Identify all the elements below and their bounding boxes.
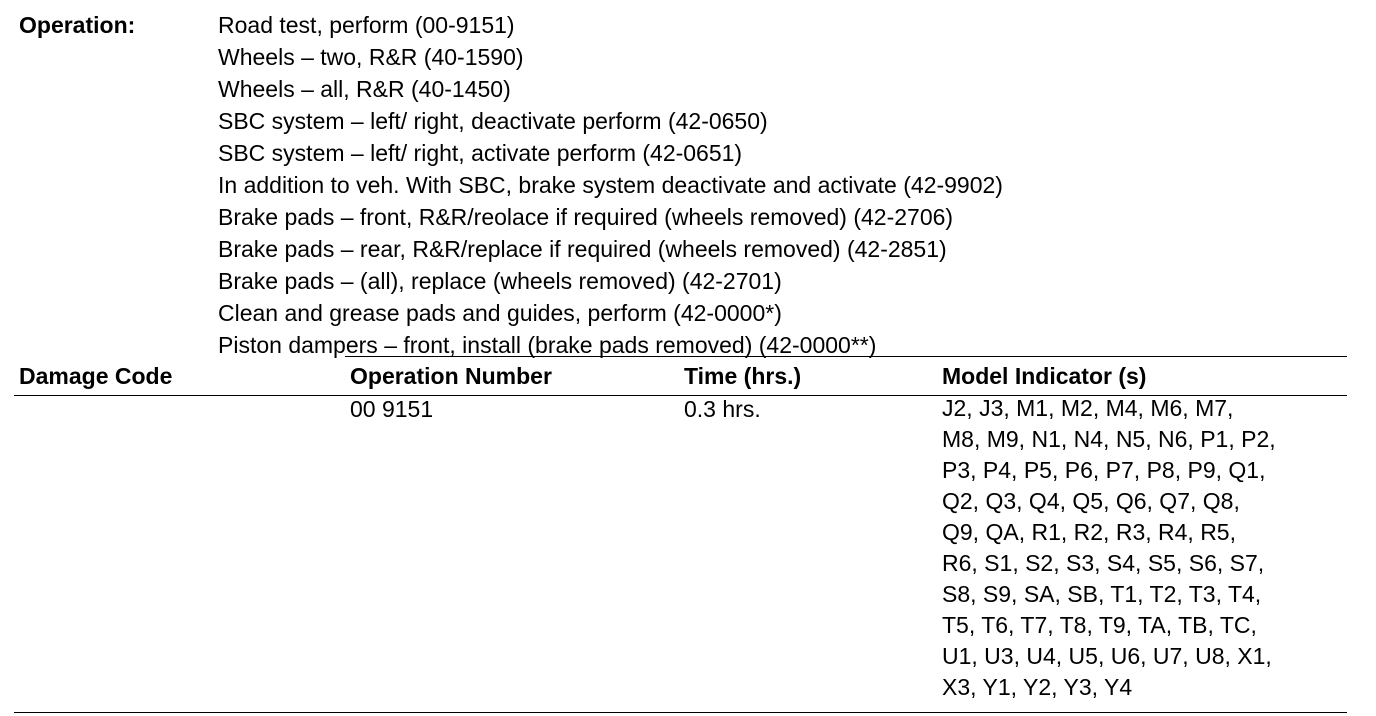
model-line: R6, S1, S2, S3, S4, S5, S6, S7,: [942, 550, 1265, 576]
operation-item: Clean and grease pads and guides, perform (42-0000*): [218, 300, 782, 326]
table-bottom-rule: [14, 712, 1347, 713]
operation-label: Operation:: [19, 12, 136, 38]
operation-item: Wheels – all, R&R (40-1450): [218, 76, 511, 102]
operation-item: Brake pads – front, R&R/reolace if required (wheels removed) (42-2706): [218, 204, 954, 230]
model-line: X3, Y1, Y2, Y3, Y4: [942, 674, 1133, 700]
model-line: J2, J3, M1, M2, M4, M6, M7,: [942, 395, 1234, 421]
model-line: P3, P4, P5, P6, P7, P8, P9, Q1,: [942, 457, 1266, 483]
operation-item: In addition to veh. With SBC, brake system deactivate and activate (42-9902): [218, 172, 1003, 198]
cell-time: 0.3 hrs.: [684, 396, 761, 422]
header-model-indicator: Model Indicator (s): [942, 363, 1147, 389]
operation-list: [218, 9, 1003, 361]
table-top-rule: [345, 356, 1347, 357]
operation-item: Wheels – two, R&R (40-1590): [218, 44, 524, 70]
operation-item: Brake pads – rear, R&R/replace if required (wheels removed) (42-2851): [218, 236, 947, 262]
cell-model-indicator: [942, 393, 1276, 703]
header-operation-number: Operation Number: [350, 363, 552, 389]
model-line: U1, U3, U4, U5, U6, U7, U8, X1,: [942, 643, 1272, 669]
model-line: Q2, Q3, Q4, Q5, Q6, Q7, Q8,: [942, 488, 1240, 514]
model-line: S8, S9, SA, SB, T1, T2, T3, T4,: [942, 581, 1262, 607]
cell-operation-number: 00 9151: [350, 396, 434, 422]
operation-item: Piston dampers – front, install (brake pads removed) (42-0000**): [218, 332, 877, 358]
model-line: Q9, QA, R1, R2, R3, R4, R5,: [942, 519, 1236, 545]
header-damage-code: Damage Code: [19, 363, 173, 389]
model-line: M8, M9, N1, N4, N5, N6, P1, P2,: [942, 426, 1276, 452]
operation-item: SBC system – left/ right, activate perform (42-0651): [218, 140, 743, 166]
operation-item: Road test, perform (00-9151): [218, 12, 515, 38]
header-time: Time (hrs.): [684, 363, 802, 389]
model-line: T5, T6, T7, T8, T9, TA, TB, TC,: [942, 612, 1257, 638]
operation-item: SBC system – left/ right, deactivate perform (42-0650): [218, 108, 768, 134]
operation-item: Brake pads – (all), replace (wheels removed) (42-2701): [218, 268, 782, 294]
